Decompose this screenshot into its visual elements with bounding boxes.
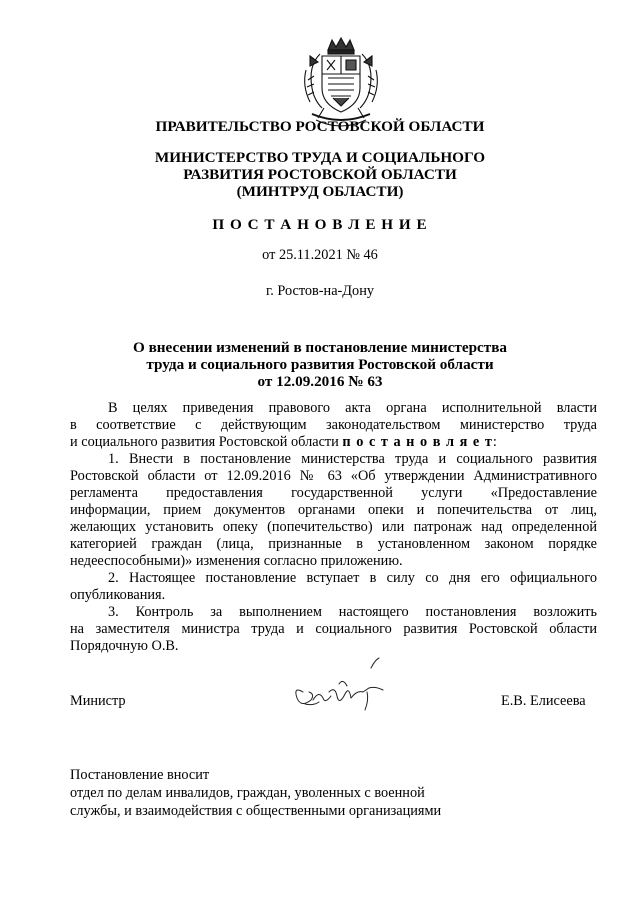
body-p1-line1: В целях приведения правового акта органа исполнительной власти — [108, 400, 597, 416]
body-p2-line1: 1. Внести в постановление министерства труда и социального развития — [108, 451, 597, 467]
body-p1-line2: в соответствие с действующим законодательством министерство труда — [70, 417, 597, 433]
document-title-line2: труда и социального развития Ростовской области — [146, 356, 494, 373]
document-type: П О С Т А Н О В Л Е Н И Е — [212, 216, 428, 233]
document-title-line3: от 12.09.2016 № 63 — [257, 373, 383, 390]
city: г. Ростов-на-Дону — [265, 283, 375, 299]
body-p2-line2: Ростовской области от 12.09.2016 № 63 «Об утверждении Административного — [70, 468, 597, 484]
body-p4-line1: 3. Контроль за выполнением настоящего постановления возложить — [108, 604, 597, 620]
body-p2-line6: категорией граждан (лица, признанные в установленном законом порядке — [70, 536, 597, 552]
signatory-name: Е.В. Елисеева — [501, 693, 586, 709]
footer-line3: службы, и взаимодействия с общественными организациями — [70, 803, 442, 819]
body-p1-line3-text: и социального развития Ростовской области — [70, 434, 343, 450]
ministry-heading-line2: РАЗВИТИЯ РОСТОВСКОЙ ОБЛАСТИ — [183, 166, 457, 183]
body-p2-line4: информации, прием документов органами опеки и попечительства от лиц, — [70, 502, 597, 518]
signatory-position: Министр — [70, 693, 126, 709]
body-p2-line3: регламента предоставления государственной услуги «Предоставление — [70, 485, 597, 501]
footer-line1: Постановление вносит — [70, 767, 210, 783]
body-p1-line3-colon: : — [492, 434, 497, 450]
body-p2-line5: желающих установить опеку (попечительство) или патронаж над определенной — [70, 519, 597, 535]
body-p4-line2: на заместителя министра труда и социального развития Ростовской области — [70, 621, 597, 637]
government-heading: ПРАВИТЕЛЬСТВО РОСТОВСКОЙ ОБЛАСТИ — [155, 118, 485, 135]
body-p2-line7: недееспособными)» изменения согласно приложению. — [70, 553, 403, 569]
footer-line2: отдел по делам инвалидов, граждан, уволенных с военной — [70, 785, 425, 801]
resolves-keyword: п о с т а н о в л я е т — [342, 434, 493, 450]
date-number: от 25.11.2021 № 46 — [262, 247, 378, 263]
ministry-heading-line1: МИНИСТЕРСТВО ТРУДА И СОЦИАЛЬНОГО — [154, 149, 486, 166]
handwritten-signature — [283, 656, 393, 714]
body-p1-line3 — [70, 434, 497, 451]
signature-scribble-icon — [283, 656, 393, 714]
ministry-heading-line3: (МИНТРУД ОБЛАСТИ) — [236, 183, 404, 200]
document-title-line1: О внесении изменений в постановление министерства — [132, 339, 508, 356]
body-p3-line2: опубликования. — [70, 587, 166, 603]
body-p4-line3: Порядочную О.В. — [70, 638, 179, 654]
body-p3-line1: 2. Настоящее постановление вступает в силу со дня его официального — [108, 570, 597, 586]
